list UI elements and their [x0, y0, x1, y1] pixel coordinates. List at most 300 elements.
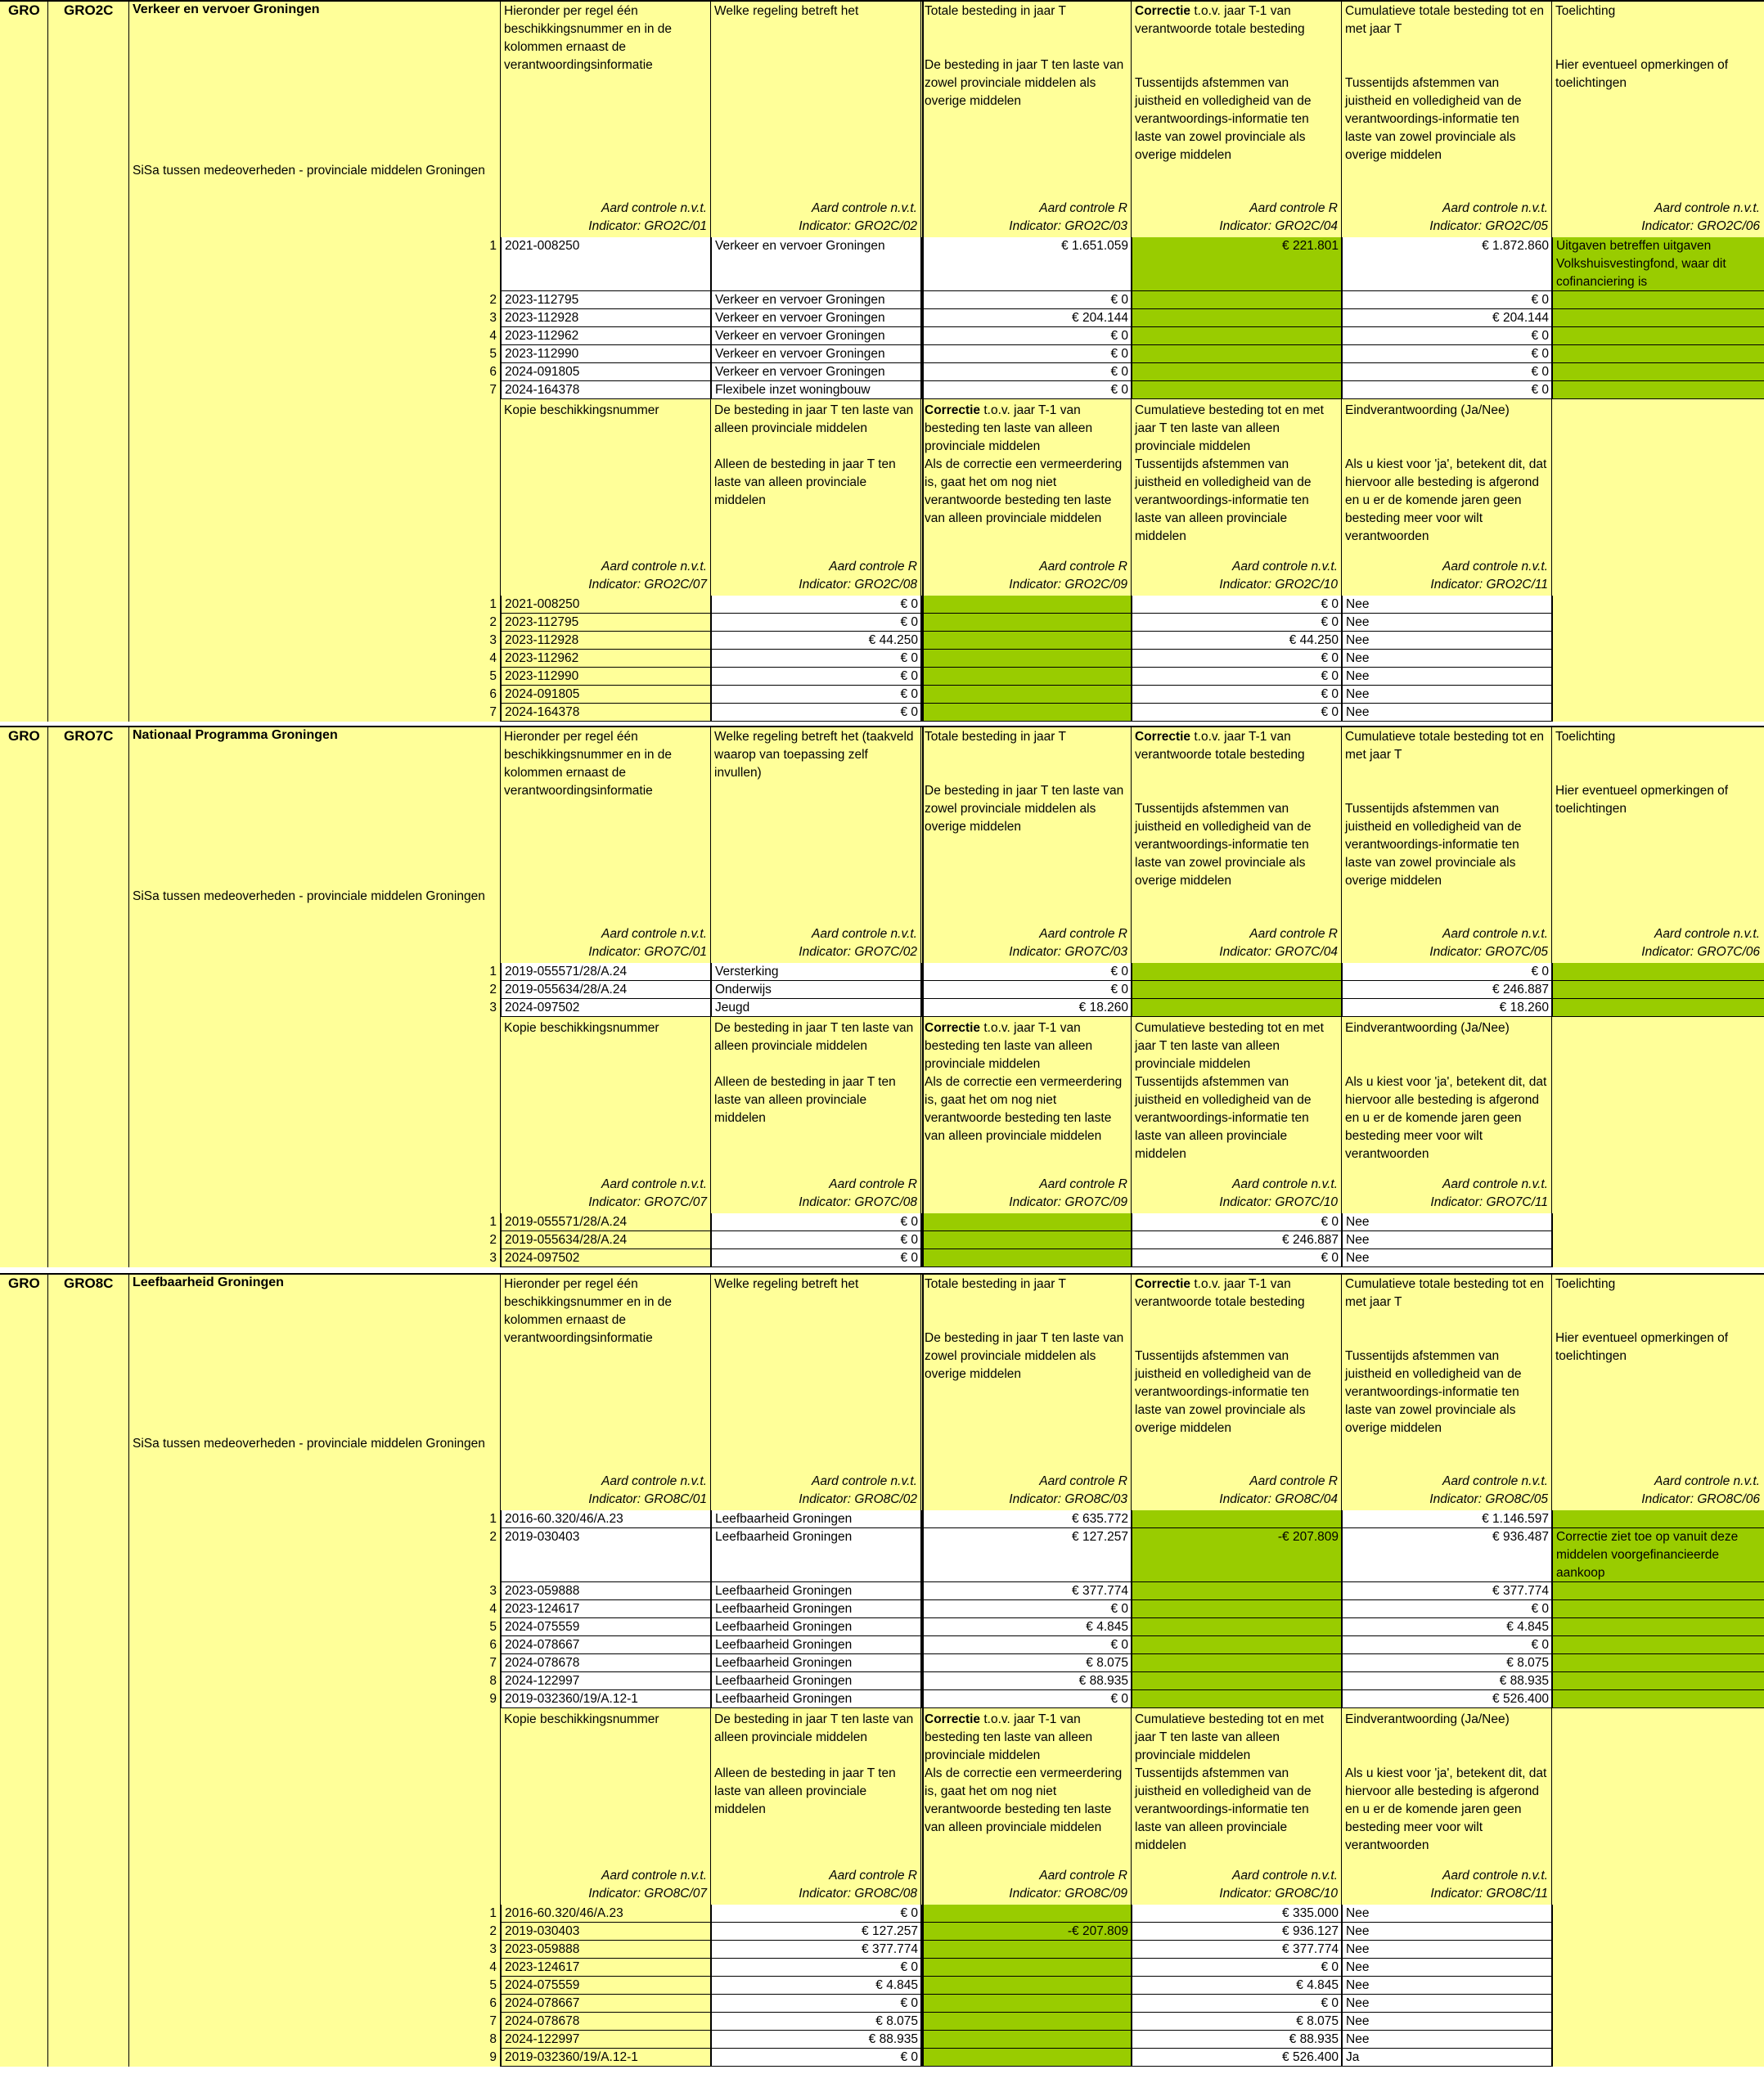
header1-cell-5	[1342, 1273, 1552, 1510]
beschikkingsnummer-cell[interactable]: 2019-055571/28/A.24	[501, 963, 711, 981]
provinciale-besteding-cell[interactable]: € 44.250	[711, 632, 921, 650]
grid-line	[500, 1273, 501, 2067]
header1-cell-5	[1342, 0, 1552, 237]
header1-text: Welke regeling betreft het	[714, 4, 859, 18]
row-number: 3	[489, 1942, 497, 1956]
toelichting-cell[interactable]	[1552, 1582, 1764, 1600]
totale-besteding-cell[interactable]: € 635.772	[921, 1510, 1132, 1528]
eindverantwoording-cell[interactable]: Nee	[1342, 2013, 1552, 2031]
header2-cell-3	[921, 1017, 1132, 1213]
regeling-cell[interactable]: Onderwijs	[711, 981, 921, 999]
correctie-provinciaal-cell[interactable]	[921, 1995, 1132, 2013]
totale-besteding-cell[interactable]: € 0	[921, 1690, 1132, 1708]
header2-footer	[799, 1867, 917, 1903]
beschikkingsnummer-cell[interactable]: 2023-112990	[501, 345, 711, 363]
table-row	[0, 1618, 1764, 1636]
row-number: 6	[489, 1996, 497, 2010]
header1-text: Totale besteding in jaar T De besteding in jaar T ten laste van zowel provinciale middelen als overige middelen	[925, 4, 1124, 108]
provinciale-besteding-cell[interactable]: € 8.075	[711, 2013, 921, 2031]
regeling-cell[interactable]: Leefbaarheid Groningen	[711, 1510, 921, 1528]
cumulatieve-provinciaal-cell[interactable]: € 936.127	[1132, 1923, 1342, 1941]
totale-besteding-cell[interactable]: € 0	[921, 363, 1132, 381]
correctie-cell[interactable]	[1132, 999, 1342, 1017]
totale-besteding-cell[interactable]: € 88.935	[921, 1672, 1132, 1690]
cumulatieve-provinciaal-cell[interactable]: € 0	[1132, 1959, 1342, 1977]
eindverantwoording-cell[interactable]: Nee	[1342, 632, 1552, 650]
provinciale-besteding-cell[interactable]: € 127.257	[711, 1923, 921, 1941]
toelichting-cell[interactable]: Uitgaven betreffen uitgaven Volkshuisvestingfond, waar dit cofinanciering is	[1552, 237, 1764, 291]
header2-text: Eindverantwoording (Ja/Nee) Als u kiest voor 'ja', betekent dit, dat hiervoor alle besteding is afgerond en u er de komende jaren geen besteding meer voor wilt verantwoorden	[1345, 1712, 1547, 1852]
indicator-label: Indicator: GRO2C/11	[1430, 578, 1548, 592]
kopie-beschikkingsnummer-cell[interactable]: 2023-112962	[501, 650, 711, 668]
provinciale-besteding-cell[interactable]: € 0	[711, 614, 921, 632]
cumulatieve-provinciaal-cell[interactable]: € 88.935	[1132, 2031, 1342, 2049]
correctie-provinciaal-cell[interactable]	[921, 1249, 1132, 1267]
row-number: 2	[489, 1924, 497, 1938]
cumulatieve-besteding-cell[interactable]: € 4.845	[1342, 1618, 1552, 1636]
kopie-beschikkingsnummer-cell[interactable]: 2024-097502	[501, 1249, 711, 1267]
totale-besteding-cell[interactable]: € 0	[921, 981, 1132, 999]
correctie-provinciaal-cell[interactable]	[921, 1231, 1132, 1249]
aard-controle: Aard controle n.v.t.	[601, 927, 707, 941]
header2-footer	[799, 558, 917, 594]
cumulatieve-besteding-cell[interactable]: € 0	[1342, 963, 1552, 981]
eindverantwoording-cell[interactable]: Nee	[1342, 1905, 1552, 1923]
cumulatieve-provinciaal-cell[interactable]: € 0	[1132, 1995, 1342, 2013]
correctie-provinciaal-cell[interactable]	[921, 650, 1132, 668]
beschikkingsnummer-cell[interactable]: 2024-097502	[501, 999, 711, 1017]
kopie-beschikkingsnummer-cell[interactable]: 2016-60.320/46/A.23	[501, 1905, 711, 1923]
toelichting-cell[interactable]	[1552, 1510, 1764, 1528]
grid-line	[1131, 1273, 1132, 2067]
kopie-beschikkingsnummer-cell[interactable]: 2023-112795	[501, 614, 711, 632]
empty-cell	[1552, 2049, 1764, 2067]
totale-besteding-cell[interactable]: € 0	[921, 381, 1132, 399]
correctie-label: Correctie	[925, 1712, 981, 1726]
toelichting-cell[interactable]	[1552, 363, 1764, 381]
indicator-label: Indicator: GRO7C/02	[799, 945, 917, 959]
kopie-beschikkingsnummer-cell[interactable]: 2019-030403	[501, 1923, 711, 1941]
correctie-label: Correctie	[1135, 1277, 1191, 1291]
indicator-code: GRO2C	[47, 0, 129, 722]
header1-footer	[1219, 925, 1338, 961]
indicator-label: Indicator: GRO7C/09	[1009, 1195, 1127, 1209]
totale-besteding-cell[interactable]: € 0	[921, 963, 1132, 981]
toelichting-cell[interactable]	[1552, 327, 1764, 345]
beschikkingsnummer-cell[interactable]: 2023-112962	[501, 327, 711, 345]
kopie-beschikkingsnummer-cell[interactable]: 2024-075559	[501, 1977, 711, 1995]
cumulatieve-besteding-cell[interactable]: € 8.075	[1342, 1654, 1552, 1672]
row-number: 2	[489, 615, 497, 629]
provinciale-besteding-cell[interactable]: € 0	[711, 1959, 921, 1977]
beschikkingsnummer-cell[interactable]: 2019-032360/19/A.12-1	[501, 1690, 711, 1708]
provinciale-besteding-cell[interactable]: € 377.774	[711, 1941, 921, 1959]
empty-cell	[1552, 1959, 1764, 1977]
header1-footer	[799, 1473, 917, 1509]
regeling-cell[interactable]: Verkeer en vervoer Groningen	[711, 345, 921, 363]
empty-cell	[1552, 2031, 1764, 2049]
header1-text: Totale besteding in jaar T De besteding in jaar T ten laste van zowel provinciale middelen als overige middelen	[925, 1277, 1124, 1381]
cumulatieve-besteding-cell[interactable]: € 0	[1342, 363, 1552, 381]
cumulatieve-provinciaal-cell[interactable]: € 0	[1132, 614, 1342, 632]
kopie-beschikkingsnummer-cell[interactable]: 2024-122997	[501, 2031, 711, 2049]
correctie-cell[interactable]	[1132, 1582, 1342, 1600]
eindverantwoording-cell[interactable]: Nee	[1342, 1995, 1552, 2013]
toelichting-cell[interactable]	[1552, 381, 1764, 399]
correctie-cell[interactable]	[1132, 1510, 1342, 1528]
header2-footer	[1009, 1867, 1127, 1903]
header1-footer	[799, 200, 917, 236]
correctie-provinciaal-cell[interactable]	[921, 668, 1132, 686]
correctie-cell[interactable]	[1132, 309, 1342, 327]
toelichting-cell[interactable]	[1552, 309, 1764, 327]
row-number: 7	[489, 2014, 497, 2028]
table-row	[0, 1672, 1764, 1690]
provinciale-besteding-cell[interactable]: € 0	[711, 668, 921, 686]
beschikkingsnummer-cell[interactable]: 2024-078667	[501, 1636, 711, 1654]
header1-cell-3	[921, 726, 1132, 963]
eindverantwoording-cell[interactable]: Nee	[1342, 1977, 1552, 1995]
regeling-cell[interactable]: Verkeer en vervoer Groningen	[711, 363, 921, 381]
aard-controle: Aard controle n.v.t.	[601, 1869, 707, 1883]
provinciale-besteding-cell[interactable]: € 88.935	[711, 2031, 921, 2049]
beschikkingsnummer-cell[interactable]: 2023-112928	[501, 309, 711, 327]
header2-text: De besteding in jaar T ten laste van alleen provinciale middelen Alleen de besteding in jaar T ten laste van alleen provinciale middelen	[714, 1712, 914, 1816]
grid-line	[1341, 726, 1342, 1267]
cumulatieve-provinciaal-cell[interactable]: € 0	[1132, 704, 1342, 722]
correctie-cell[interactable]: € 221.801	[1132, 237, 1342, 291]
correctie-cell[interactable]	[1132, 1636, 1342, 1654]
provinciale-besteding-cell[interactable]: € 4.845	[711, 1977, 921, 1995]
regeling-cell[interactable]: Leefbaarheid Groningen	[711, 1618, 921, 1636]
correctie-cell[interactable]	[1132, 327, 1342, 345]
row-number: 2	[489, 1233, 497, 1247]
empty-cell	[1552, 1249, 1764, 1267]
correctie-cell[interactable]	[1132, 1672, 1342, 1690]
cumulatieve-besteding-cell[interactable]: € 18.260	[1342, 999, 1552, 1017]
totale-besteding-cell[interactable]: € 377.774	[921, 1582, 1132, 1600]
header2-cell-5	[1342, 399, 1552, 596]
kopie-beschikkingsnummer-cell[interactable]: 2024-164378	[501, 704, 711, 722]
eindverantwoording-cell[interactable]: Nee	[1342, 1231, 1552, 1249]
beschikkingsnummer-cell[interactable]: 2024-078678	[501, 1654, 711, 1672]
header2-cell-6	[1552, 1017, 1764, 1213]
table-row	[0, 1600, 1764, 1618]
header2-cell-4	[1132, 1708, 1342, 1905]
correctie-provinciaal-cell[interactable]	[921, 704, 1132, 722]
beschikkingsnummer-cell[interactable]: 2019-030403	[501, 1528, 711, 1582]
beschikkingsnummer-cell[interactable]: 2023-124617	[501, 1600, 711, 1618]
correctie-provinciaal-cell[interactable]: -€ 207.809	[921, 1923, 1132, 1941]
totale-besteding-cell[interactable]: € 204.144	[921, 309, 1132, 327]
eindverantwoording-cell[interactable]: Nee	[1342, 1941, 1552, 1959]
toelichting-cell[interactable]	[1552, 345, 1764, 363]
cumulatieve-besteding-cell[interactable]: € 0	[1342, 327, 1552, 345]
beschikkingsnummer-cell[interactable]: 2024-075559	[501, 1618, 711, 1636]
totale-besteding-cell[interactable]: € 8.075	[921, 1654, 1132, 1672]
regeling-cell[interactable]: Verkeer en vervoer Groningen	[711, 309, 921, 327]
correctie-provinciaal-cell[interactable]	[921, 2049, 1132, 2067]
kopie-beschikkingsnummer-cell[interactable]: 2024-078678	[501, 2013, 711, 2031]
correctie-cell[interactable]	[1132, 963, 1342, 981]
eindverantwoording-cell[interactable]: Nee	[1342, 1213, 1552, 1231]
correctie-cell[interactable]	[1132, 1690, 1342, 1708]
correctie-provinciaal-cell[interactable]	[921, 2013, 1132, 2031]
eindverantwoording-cell[interactable]: Nee	[1342, 1959, 1552, 1977]
kopie-beschikkingsnummer-cell[interactable]: 2024-078667	[501, 1995, 711, 2013]
cumulatieve-besteding-cell[interactable]: € 88.935	[1342, 1672, 1552, 1690]
correctie-provinciaal-cell[interactable]	[921, 1959, 1132, 1977]
cumulatieve-provinciaal-cell[interactable]: € 0	[1132, 1213, 1342, 1231]
regeling-cell[interactable]: Leefbaarheid Groningen	[711, 1582, 921, 1600]
row-number: 6	[489, 1638, 497, 1652]
eindverantwoording-cell[interactable]: Nee	[1342, 668, 1552, 686]
regeling-cell[interactable]: Leefbaarheid Groningen	[711, 1600, 921, 1618]
cumulatieve-provinciaal-cell[interactable]: € 335.000	[1132, 1905, 1342, 1923]
cumulatieve-besteding-cell[interactable]: € 0	[1342, 381, 1552, 399]
cumulatieve-provinciaal-cell[interactable]: € 526.400	[1132, 2049, 1342, 2067]
toelichting-cell[interactable]	[1552, 1672, 1764, 1690]
toelichting-cell[interactable]	[1552, 1618, 1764, 1636]
row-number: 1	[489, 965, 497, 979]
totale-besteding-cell[interactable]: € 0	[921, 1636, 1132, 1654]
eindverantwoording-cell[interactable]: Nee	[1342, 650, 1552, 668]
kopie-beschikkingsnummer-cell[interactable]: 2019-055571/28/A.24	[501, 1213, 711, 1231]
indicator-label: Indicator: GRO8C/01	[588, 1492, 707, 1506]
cumulatieve-besteding-cell[interactable]: € 377.774	[1342, 1582, 1552, 1600]
correctie-provinciaal-cell[interactable]	[921, 632, 1132, 650]
beschikkingsnummer-cell[interactable]: 2024-164378	[501, 381, 711, 399]
correctie-provinciaal-cell[interactable]	[921, 1977, 1132, 1995]
correctie-cell[interactable]	[1132, 1600, 1342, 1618]
toelichting-cell[interactable]	[1552, 1600, 1764, 1618]
cumulatieve-provinciaal-cell[interactable]: € 377.774	[1132, 1941, 1342, 1959]
eindverantwoording-cell[interactable]: Nee	[1342, 614, 1552, 632]
provinciale-besteding-cell[interactable]: € 0	[711, 704, 921, 722]
correctie-provinciaal-cell[interactable]	[921, 1905, 1132, 1923]
kopie-beschikkingsnummer-cell[interactable]: 2019-032360/19/A.12-1	[501, 2049, 711, 2067]
kopie-beschikkingsnummer-cell[interactable]: 2023-124617	[501, 1959, 711, 1977]
eindverantwoording-cell[interactable]: Nee	[1342, 2031, 1552, 2049]
toelichting-cell[interactable]: Correctie ziet toe op vanuit deze middelen voorgefinancieerde aankoop	[1552, 1528, 1764, 1582]
header1-footer	[1219, 200, 1338, 236]
totale-besteding-cell[interactable]: € 1.651.059	[921, 237, 1132, 291]
correctie-cell[interactable]	[1132, 1618, 1342, 1636]
cumulatieve-provinciaal-cell[interactable]: € 4.845	[1132, 1977, 1342, 1995]
indicator-label: Indicator: GRO8C/07	[588, 1887, 707, 1901]
regeling-cell[interactable]: Leefbaarheid Groningen	[711, 1672, 921, 1690]
provinciale-besteding-cell[interactable]: € 0	[711, 1231, 921, 1249]
table-row	[0, 1959, 1764, 1977]
header2-footer	[1430, 1867, 1548, 1903]
correctie-cell[interactable]	[1132, 291, 1342, 309]
correctie-cell[interactable]	[1132, 363, 1342, 381]
block-border	[0, 1273, 1764, 1275]
cumulatieve-besteding-cell[interactable]: € 936.487	[1342, 1528, 1552, 1582]
grid-line	[500, 0, 501, 722]
regeling-cell[interactable]: Flexibele inzet woningbouw	[711, 381, 921, 399]
grid-line	[1551, 1273, 1552, 2067]
totale-besteding-cell[interactable]: € 0	[921, 1600, 1132, 1618]
regeling-cell[interactable]: Leefbaarheid Groningen	[711, 1636, 921, 1654]
cumulatieve-provinciaal-cell[interactable]: € 0	[1132, 686, 1342, 704]
provinciale-besteding-cell[interactable]: € 0	[711, 1995, 921, 2013]
provinciale-besteding-cell[interactable]: € 0	[711, 686, 921, 704]
cumulatieve-besteding-cell[interactable]: € 0	[1342, 1636, 1552, 1654]
cumulatieve-provinciaal-cell[interactable]: € 0	[1132, 1249, 1342, 1267]
toelichting-cell[interactable]	[1552, 963, 1764, 981]
provinciale-besteding-cell[interactable]: € 0	[711, 1905, 921, 1923]
correctie-provinciaal-cell[interactable]	[921, 596, 1132, 614]
aard-controle: Aard controle R	[1039, 1177, 1127, 1191]
block-gro2c	[0, 0, 1764, 722]
regeling-cell[interactable]: Leefbaarheid Groningen	[711, 1690, 921, 1708]
cumulatieve-provinciaal-cell[interactable]: € 8.075	[1132, 2013, 1342, 2031]
correctie-cell[interactable]	[1132, 981, 1342, 999]
table-row	[0, 1923, 1764, 1941]
cumulatieve-besteding-cell[interactable]: € 246.887	[1342, 981, 1552, 999]
grid-line	[1551, 726, 1552, 1267]
cumulatieve-besteding-cell[interactable]: € 204.144	[1342, 309, 1552, 327]
cumulatieve-provinciaal-cell[interactable]: € 0	[1132, 650, 1342, 668]
table-row	[0, 1528, 1764, 1582]
row-number: 5	[489, 347, 497, 361]
correctie-cell[interactable]	[1132, 345, 1342, 363]
header1-cell-6	[1552, 1273, 1764, 1510]
correctie-cell[interactable]: -€ 207.809	[1132, 1528, 1342, 1582]
provinciale-besteding-cell[interactable]: € 0	[711, 1249, 921, 1267]
eindverantwoording-cell[interactable]: Nee	[1342, 1923, 1552, 1941]
aard-controle: Aard controle R	[829, 560, 917, 574]
eindverantwoording-cell[interactable]: Nee	[1342, 596, 1552, 614]
cumulatieve-provinciaal-cell[interactable]: € 246.887	[1132, 1231, 1342, 1249]
beschikkingsnummer-cell[interactable]: 2023-112795	[501, 291, 711, 309]
indicator-label: Indicator: GRO7C/04	[1219, 945, 1338, 959]
header2-footer	[1009, 558, 1127, 594]
header2-text	[921, 1017, 1132, 1145]
provinciale-besteding-cell[interactable]: € 0	[711, 1213, 921, 1231]
header2-cell-2	[711, 399, 921, 596]
aard-controle: Aard controle n.v.t.	[812, 927, 917, 941]
row-number: 4	[489, 329, 497, 343]
beschikkingsnummer-cell[interactable]: 2019-055634/28/A.24	[501, 981, 711, 999]
empty-cell	[1552, 686, 1764, 704]
eindverantwoording-cell[interactable]: Nee	[1342, 704, 1552, 722]
header2-text: Kopie beschikkingsnummer	[504, 403, 659, 417]
provinciale-besteding-cell[interactable]: € 0	[711, 2049, 921, 2067]
header2-desc: t.o.v. jaar T-1 van besteding ten laste van alleen provinciale middelen Als de correctie een vermeerdering is, gaat het om nog niet verantwoorde besteding ten laste van alleen provinciale middelen	[925, 1712, 1123, 1834]
cumulatieve-besteding-cell[interactable]: € 1.872.860	[1342, 237, 1552, 291]
header2-cell-4	[1132, 1017, 1342, 1213]
row-number: 7	[489, 705, 497, 719]
kopie-beschikkingsnummer-cell[interactable]: 2024-091805	[501, 686, 711, 704]
beschikkingsnummer-cell[interactable]: 2024-122997	[501, 1672, 711, 1690]
correctie-provinciaal-cell[interactable]	[921, 1213, 1132, 1231]
cumulatieve-besteding-cell[interactable]: € 1.146.597	[1342, 1510, 1552, 1528]
regeling-cell[interactable]: Verkeer en vervoer Groningen	[711, 327, 921, 345]
toelichting-cell[interactable]	[1552, 999, 1764, 1017]
header1-footer	[1429, 925, 1548, 961]
header2-cell-5	[1342, 1708, 1552, 1905]
correctie-provinciaal-cell[interactable]	[921, 614, 1132, 632]
beschikkingsnummer-cell[interactable]: 2024-091805	[501, 363, 711, 381]
eindverantwoording-cell[interactable]: Ja	[1342, 2049, 1552, 2067]
row-number: 2	[489, 293, 497, 307]
kopie-beschikkingsnummer-cell[interactable]: 2023-112990	[501, 668, 711, 686]
toelichting-cell[interactable]	[1552, 1690, 1764, 1708]
regeling-cell[interactable]: Verkeer en vervoer Groningen	[711, 237, 921, 291]
aard-controle: Aard controle R	[1039, 560, 1127, 574]
toelichting-cell[interactable]	[1552, 1636, 1764, 1654]
eindverantwoording-cell[interactable]: Nee	[1342, 686, 1552, 704]
provinciale-besteding-cell[interactable]: € 0	[711, 650, 921, 668]
regeling-cell[interactable]: Jeugd	[711, 999, 921, 1017]
totale-besteding-cell[interactable]: € 4.845	[921, 1618, 1132, 1636]
totale-besteding-cell[interactable]: € 127.257	[921, 1528, 1132, 1582]
table-row	[0, 668, 1764, 686]
beschikkingsnummer-cell[interactable]: 2016-60.320/46/A.23	[501, 1510, 711, 1528]
table-row	[0, 2049, 1764, 2067]
correctie-provinciaal-cell[interactable]	[921, 686, 1132, 704]
cumulatieve-provinciaal-cell[interactable]: € 0	[1132, 596, 1342, 614]
header2-footer	[1219, 1867, 1338, 1903]
row-number: 9	[489, 1692, 497, 1706]
regeling-cell[interactable]: Leefbaarheid Groningen	[711, 1654, 921, 1672]
totale-besteding-cell[interactable]: € 0	[921, 345, 1132, 363]
kopie-beschikkingsnummer-cell[interactable]: 2021-008250	[501, 596, 711, 614]
kopie-beschikkingsnummer-cell[interactable]: 2023-059888	[501, 1941, 711, 1959]
row-number: 5	[489, 669, 497, 683]
aard-controle: Aard controle n.v.t.	[812, 1474, 917, 1488]
header2-footer	[799, 1176, 917, 1212]
totale-besteding-cell[interactable]: € 0	[921, 291, 1132, 309]
cumulatieve-provinciaal-cell[interactable]: € 44.250	[1132, 632, 1342, 650]
totale-besteding-cell[interactable]: € 18.260	[921, 999, 1132, 1017]
correctie-provinciaal-cell[interactable]	[921, 2031, 1132, 2049]
toelichting-cell[interactable]	[1552, 1654, 1764, 1672]
beschikkingsnummer-cell[interactable]: 2021-008250	[501, 237, 711, 291]
kopie-beschikkingsnummer-cell[interactable]: 2023-112928	[501, 632, 711, 650]
table-row	[0, 1636, 1764, 1654]
eindverantwoording-cell[interactable]: Nee	[1342, 1249, 1552, 1267]
beschikkingsnummer-cell[interactable]: 2023-059888	[501, 1582, 711, 1600]
cumulatieve-besteding-cell[interactable]: € 0	[1342, 1600, 1552, 1618]
correctie-cell[interactable]	[1132, 381, 1342, 399]
header1-text: Hieronder per regel één beschikkingsnummer en in de kolommen ernaast de verantwoordingsinformatie	[504, 1277, 676, 1345]
header2-footer	[588, 558, 707, 594]
cumulatieve-besteding-cell[interactable]: € 0	[1342, 345, 1552, 363]
regeling-cell[interactable]: Versterking	[711, 963, 921, 981]
kopie-beschikkingsnummer-cell[interactable]: 2019-055634/28/A.24	[501, 1231, 711, 1249]
table-row	[0, 704, 1764, 722]
cumulatieve-besteding-cell[interactable]: € 526.400	[1342, 1690, 1552, 1708]
provinciale-besteding-cell[interactable]: € 0	[711, 596, 921, 614]
cumulatieve-besteding-cell[interactable]: € 0	[1342, 291, 1552, 309]
indicator-label: Indicator: GRO7C/03	[1009, 945, 1127, 959]
grid-line	[710, 0, 711, 722]
correctie-cell[interactable]	[1132, 1654, 1342, 1672]
toelichting-cell[interactable]	[1552, 291, 1764, 309]
toelichting-cell[interactable]	[1552, 981, 1764, 999]
regeling-cell[interactable]: Verkeer en vervoer Groningen	[711, 291, 921, 309]
totale-besteding-cell[interactable]: € 0	[921, 327, 1132, 345]
regeling-cell[interactable]: Leefbaarheid Groningen	[711, 1528, 921, 1582]
header2-text: Cumulatieve besteding tot en met jaar T ten laste van alleen provinciale middelen Tussentijds afstemmen van juistheid en volledigheid van de verantwoordings-informatie ten laste van alleen provinciale middelen	[1135, 1712, 1324, 1852]
correctie-provinciaal-cell[interactable]	[921, 1941, 1132, 1959]
header1-footer	[588, 200, 707, 236]
cumulatieve-provinciaal-cell[interactable]: € 0	[1132, 668, 1342, 686]
indicator-label: Indicator: GRO7C/01	[588, 945, 707, 959]
